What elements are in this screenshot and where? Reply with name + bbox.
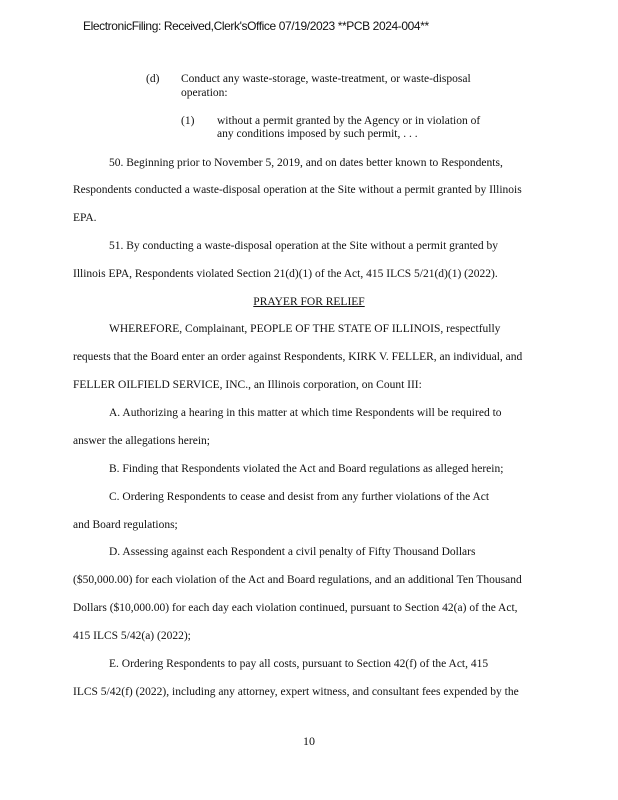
subsection-d-line-1: Conduct any waste-storage, waste-treatment, or waste-disposal — [181, 73, 471, 85]
paragraph-50-line-2: Respondents conducted a waste-disposal operation at the Site without a permit granted by Illinois — [73, 184, 522, 196]
paragraph-51-line-2: Illinois EPA, Respondents violated Section 21(d)(1) of the Act, 415 ILCS 5/21(d)(1) (2022). — [73, 268, 498, 280]
relief-item-d-line-3: Dollars ($10,000.00) for each day each violation continued, pursuant to Section 42(a) of the Act, — [73, 602, 518, 614]
relief-item-a-line-1: A. Authorizing a hearing in this matter at which time Respondents will be required to — [109, 407, 502, 419]
relief-item-c-line-2: and Board regulations; — [73, 519, 178, 531]
subsection-d1-marker: (1) — [181, 115, 195, 127]
paragraph-51-line-1: 51. By conducting a waste-disposal operation at the Site without a permit granted by — [109, 240, 498, 252]
relief-item-d-line-2: ($50,000.00) for each violation of the Act and Board regulations, and an additional Ten Thousand — [73, 574, 522, 586]
wherefore-line-3: FELLER OILFIELD SERVICE, INC., an Illinois corporation, on Count III: — [73, 379, 422, 391]
subsection-d-line-2: operation: — [181, 87, 228, 99]
paragraph-50-line-3: EPA. — [73, 212, 97, 224]
subsection-d1-line-2: any conditions imposed by such permit, . . . — [217, 128, 418, 140]
relief-item-b-line-1: B. Finding that Respondents violated the Act and Board regulations as alleged herein; — [109, 463, 504, 475]
prayer-for-relief-heading: PRAYER FOR RELIEF — [253, 296, 365, 308]
relief-item-d-line-1: D. Assessing against each Respondent a civil penalty of Fifty Thousand Dollars — [109, 546, 476, 558]
relief-item-e-line-1: E. Ordering Respondents to pay all costs, pursuant to Section 42(f) of the Act, 415 — [109, 658, 489, 670]
relief-item-a-line-2: answer the allegations herein; — [73, 435, 210, 447]
relief-item-d-line-4: 415 ILCS 5/42(a) (2022); — [73, 630, 191, 642]
filing-stamp: ElectronicFiling: Received,Clerk'sOffice 07/19/2023 **PCB 2024-004** — [83, 19, 429, 33]
subsection-d-marker: (d) — [146, 73, 160, 85]
paragraph-50-line-1: 50. Beginning prior to November 5, 2019, and on dates better known to Respondents, — [109, 157, 503, 169]
subsection-d1-line-1: without a permit granted by the Agency or in violation of — [217, 115, 481, 127]
wherefore-line-2: requests that the Board enter an order against Respondents, KIRK V. FELLER, an individual, and — [73, 351, 523, 363]
relief-item-c-line-1: C. Ordering Respondents to cease and desist from any further violations of the Act — [109, 491, 490, 503]
wherefore-line-1: WHEREFORE, Complainant, PEOPLE OF THE STATE OF ILLINOIS, respectfully — [109, 323, 501, 335]
relief-item-e-line-2: ILCS 5/42(f) (2022), including any attorney, expert witness, and consultant fees expended by the — [73, 686, 519, 698]
page-number: 10 — [303, 734, 315, 748]
